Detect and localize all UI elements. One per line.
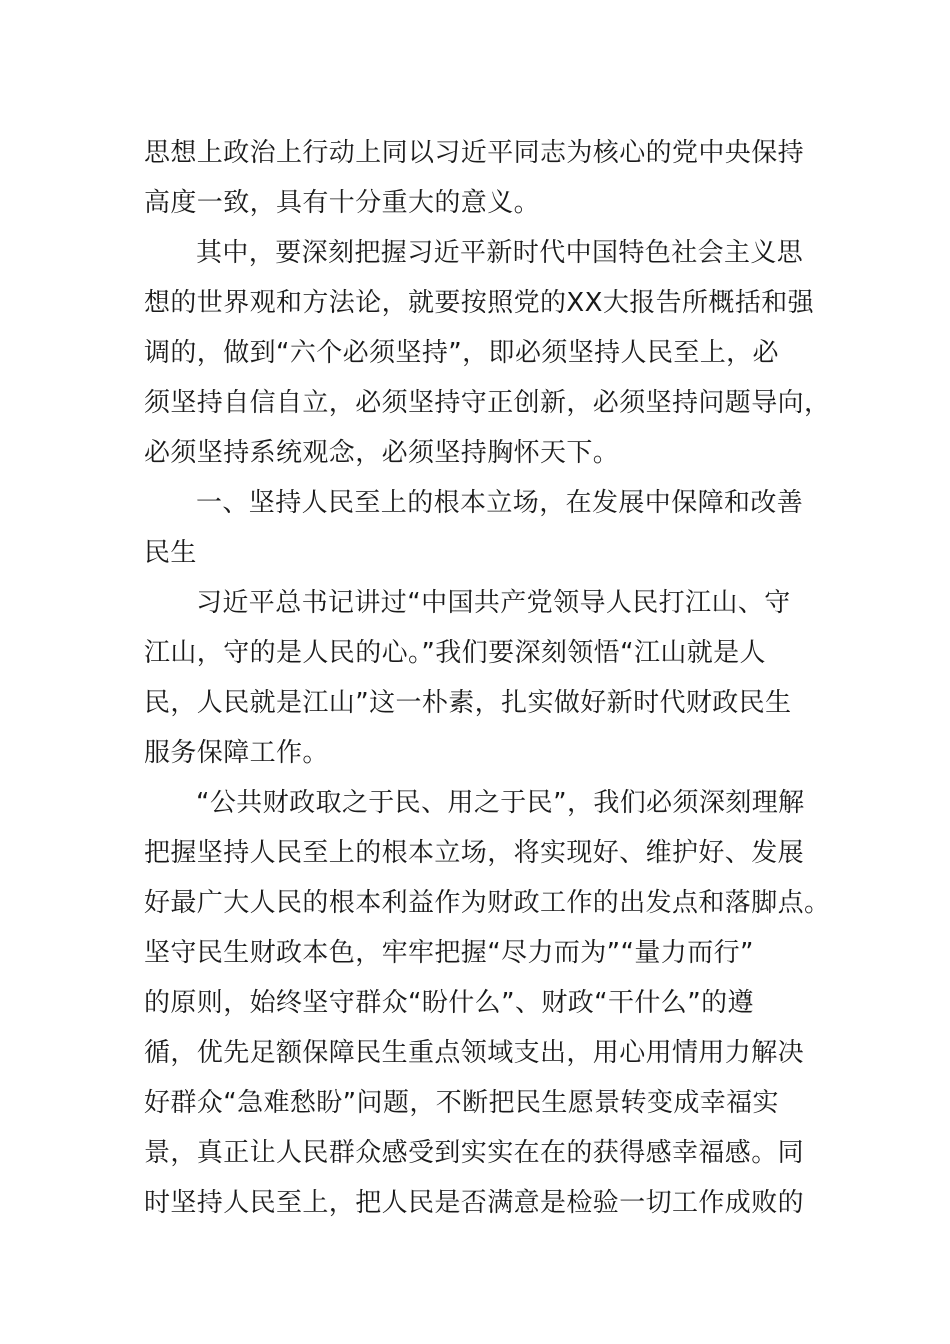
section-heading-line: 一、坚持人民至上的根本立场，在发展中保障和改善 <box>196 488 804 518</box>
text-line: 的原则，始终坚守群众“盼什么”、财政“干什么”的遵 <box>144 988 754 1018</box>
text-line: 民，人民就是江山”这一朴素，扎实做好新时代财政民生 <box>144 688 792 718</box>
text-line: 想的世界观和方法论，就要按照党的XX大报告所概括和强 <box>144 288 815 318</box>
text-line: 景，真正让人民群众感受到实实在在的获得感幸福感。同 <box>144 1138 805 1168</box>
text-line: “公共财政取之于民、用之于民”，我们必须深刻理解 <box>196 788 805 818</box>
text-line: 其中，要深刻把握习近平新时代中国特色社会主义思 <box>196 238 804 268</box>
text-line: 好最广大人民的根本利益作为财政工作的出发点和落脚点。 <box>144 888 831 918</box>
text-line: 必须坚持系统观念，必须坚持胸怀天下。 <box>144 438 620 468</box>
text-line: 时坚持人民至上，把人民是否满意是检验一切工作成败的 <box>144 1188 805 1218</box>
text-line: 江山，守的是人民的心。”我们要深刻领悟“江山就是人 <box>144 638 766 668</box>
text-line: 服务保障工作。 <box>144 738 329 768</box>
text-line: 须坚持自信自立，必须坚持守正创新，必须坚持问题导向， <box>144 388 831 418</box>
body-text <box>144 128 831 1228</box>
text-line: 循，优先足额保障民生重点领域支出，用心用情用力解决 <box>144 1038 805 1068</box>
text-line: 坚守民生财政本色，牢牢把握“尽力而为”“量力而行” <box>144 938 754 968</box>
text-line: 把握坚持人民至上的根本立场，将实现好、维护好、发展 <box>144 838 805 868</box>
text-line: 习近平总书记讲过“中国共产党领导人民打江山、守 <box>196 588 791 618</box>
text-line: 高度一致，具有十分重大的意义。 <box>144 188 541 218</box>
text-line: 思想上政治上行动上同以习近平同志为核心的党中央保持 <box>144 138 805 168</box>
section-heading-line: 民生 <box>144 538 197 568</box>
text-line: 调的，做到“六个必须坚持”，即必须坚持人民至上，必 <box>144 338 779 368</box>
text-line: 好群众“急难愁盼”问题，不断把民生愿景转变成幸福实 <box>144 1088 779 1118</box>
